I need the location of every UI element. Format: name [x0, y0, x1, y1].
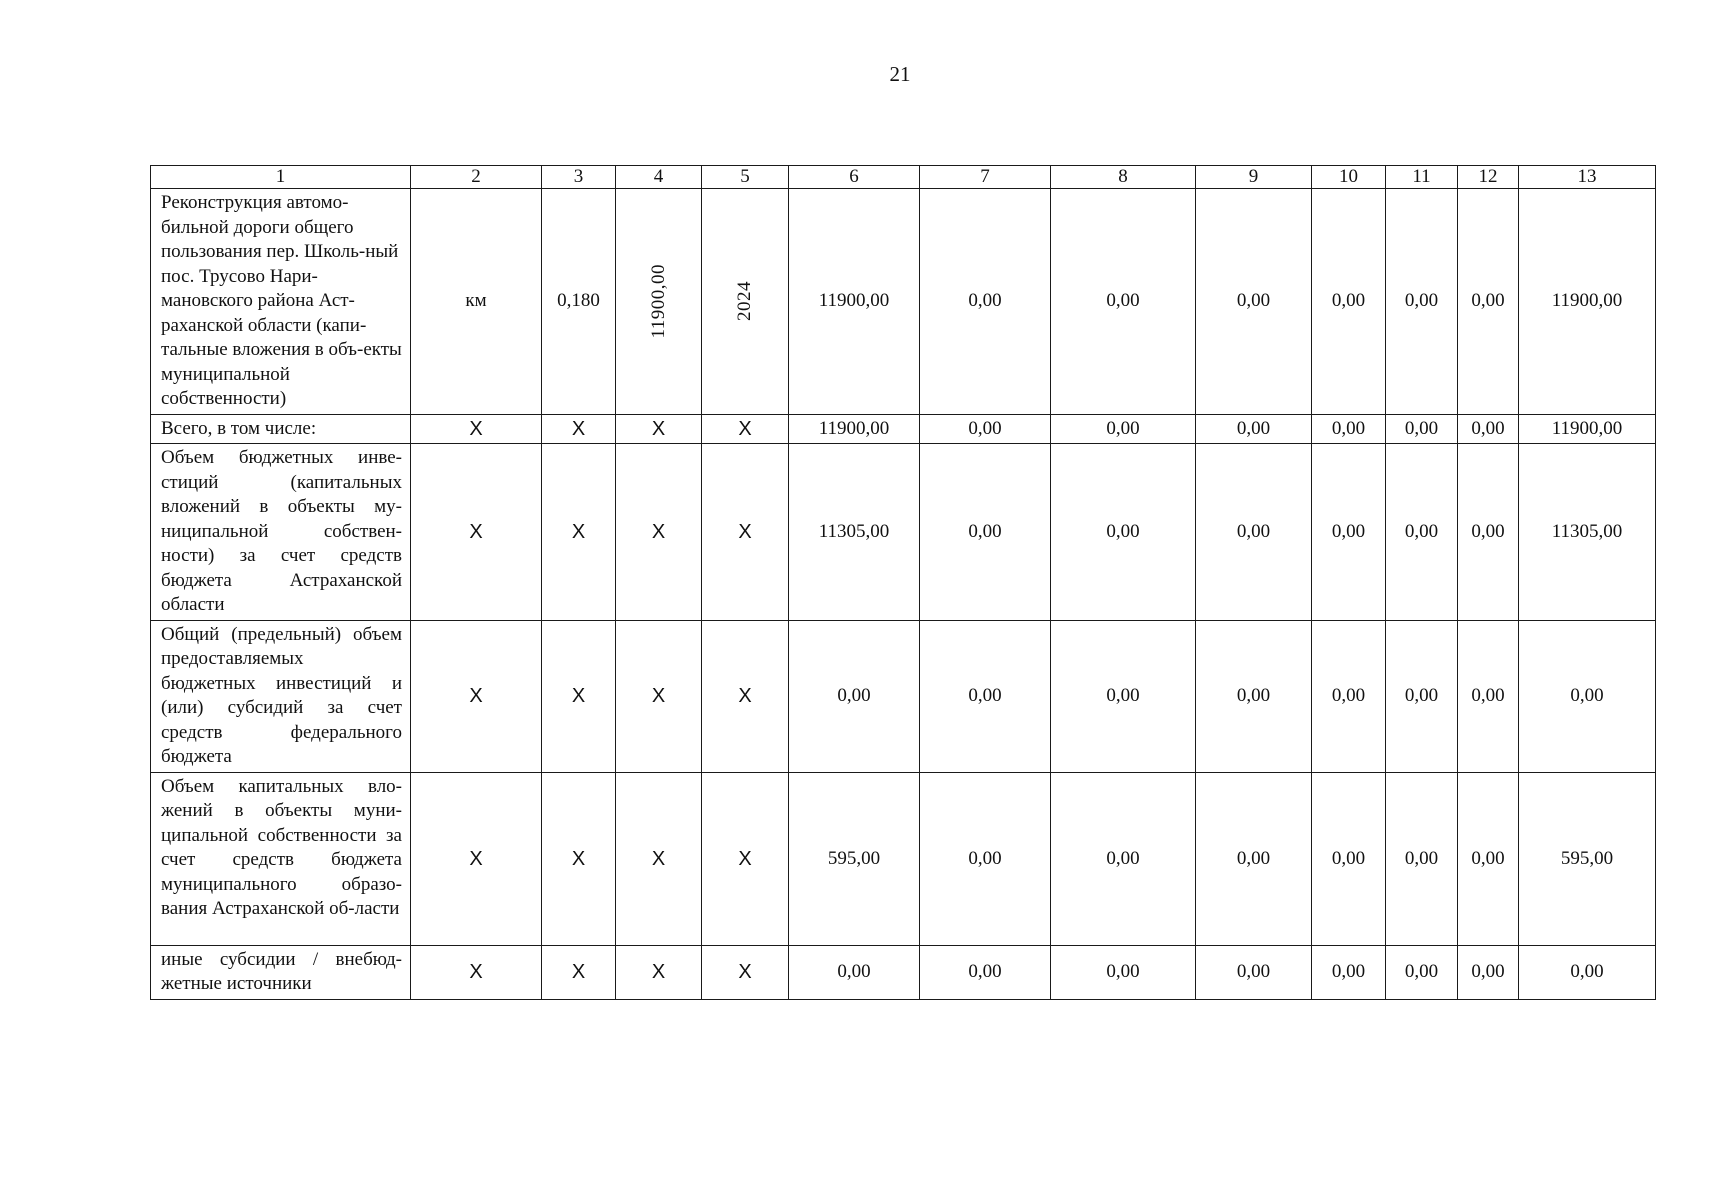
table-cell: X [411, 620, 542, 772]
column-number: 1 [151, 166, 411, 189]
table-cell: 0,00 [920, 189, 1051, 415]
rotated-value: 2024 [734, 281, 755, 322]
table-row-total [151, 414, 1656, 444]
table-cell: 0,00 [1312, 444, 1386, 621]
table-cell: 0,00 [920, 444, 1051, 621]
column-number: 10 [1312, 166, 1386, 189]
table-cell: X [702, 414, 789, 444]
table-cell: 595,00 [1519, 772, 1656, 945]
column-number: 11 [1386, 166, 1458, 189]
row-label: иные субсидии / внебюд-жетные источники [151, 945, 411, 999]
table-cell: X [616, 945, 702, 999]
table-cell: X [616, 414, 702, 444]
table-cell: 11900,00 [789, 414, 920, 444]
rotated-value: 11900,00 [647, 263, 669, 339]
table-cell: 11900,00 [1519, 414, 1656, 444]
table-cell: 0,00 [1386, 620, 1458, 772]
table-cell: 0,00 [1458, 945, 1519, 999]
table-cell: 0,00 [1196, 772, 1312, 945]
table-cell-year [702, 189, 789, 415]
table-cell: 0,00 [1196, 945, 1312, 999]
table-cell: 0,00 [1312, 414, 1386, 444]
table-cell-estimated-cost [616, 189, 702, 415]
table-cell: 0,00 [789, 945, 920, 999]
table-cell: X [542, 945, 616, 999]
table-cell: X [542, 414, 616, 444]
table-cell: 0,00 [1519, 945, 1656, 999]
table-cell: 0,00 [1196, 414, 1312, 444]
table-cell: 11900,00 [789, 189, 920, 415]
table-cell: 0,00 [1312, 772, 1386, 945]
table-cell: X [542, 620, 616, 772]
column-number: 12 [1458, 166, 1519, 189]
column-number: 3 [542, 166, 616, 189]
table-cell: X [542, 772, 616, 945]
table-cell: 0,00 [1051, 772, 1196, 945]
table-cell: 0,00 [920, 620, 1051, 772]
table-cell: 0,00 [1458, 620, 1519, 772]
table-row-other-sources [151, 945, 1656, 999]
table-cell: 0,00 [1458, 189, 1519, 415]
row-label: Объем капитальных вло-жений в объекты муни-ципальной собственности за счет средств бюджета муниципального образо-вания Астраханской об-ласти [151, 772, 411, 945]
table-row-federal-budget [151, 620, 1656, 772]
column-number: 6 [789, 166, 920, 189]
table-cell: 0,00 [920, 945, 1051, 999]
column-number: 4 [616, 166, 702, 189]
row-label: Общий (предельный) объем предоставляемых бюджетных инвестиций и (или) субсидий за счет средств федерального бюджета [151, 620, 411, 772]
column-number: 2 [411, 166, 542, 189]
table-cell-capacity: 0,180 [542, 189, 616, 415]
row-label: Объем бюджетных инве-стиций (капитальных вложений в объекты му-ниципальной собствен-ности) за счет средств бюджета Астраханской области [151, 444, 411, 621]
table-row-regional-budget [151, 444, 1656, 621]
table-cell: X [411, 414, 542, 444]
table-cell: X [702, 620, 789, 772]
table-cell: 0,00 [1051, 945, 1196, 999]
table-row-object [151, 189, 1656, 415]
table-cell: 0,00 [1458, 772, 1519, 945]
page-number: 21 [889, 62, 911, 86]
table-row-municipal-budget [151, 772, 1656, 945]
table-cell: 0,00 [1312, 620, 1386, 772]
column-number: 13 [1519, 166, 1656, 189]
table-cell: 0,00 [1386, 772, 1458, 945]
table-cell: 0,00 [1386, 414, 1458, 444]
table-cell: X [702, 772, 789, 945]
table-cell: 0,00 [1458, 414, 1519, 444]
table-cell: 0,00 [1458, 444, 1519, 621]
table-cell: 0,00 [1196, 620, 1312, 772]
table-cell-unit: км [411, 189, 542, 415]
table-cell: 0,00 [1386, 189, 1458, 415]
table-cell: 0,00 [789, 620, 920, 772]
table-cell: 11900,00 [1519, 189, 1656, 415]
budget-table [150, 165, 1656, 1000]
table-cell: 0,00 [1196, 444, 1312, 621]
table-cell: 595,00 [789, 772, 920, 945]
table-cell: 0,00 [1312, 189, 1386, 415]
table-cell: X [702, 444, 789, 621]
table-cell: 0,00 [920, 772, 1051, 945]
column-number: 7 [920, 166, 1051, 189]
table-cell: X [411, 444, 542, 621]
column-number-row [151, 166, 1656, 189]
row-label: Реконструкция автомо-бильной дороги общего пользования пер. Школь-ный пос. Трусово Нари-мановского района Аст-раханской области (капи-тальные вложения в объ-екты муниципальной собственности) [151, 189, 411, 415]
table-cell: X [411, 772, 542, 945]
table-cell: 0,00 [1196, 189, 1312, 415]
table-cell: 0,00 [1312, 945, 1386, 999]
table-cell: 11305,00 [1519, 444, 1656, 621]
table-cell: X [702, 945, 789, 999]
table-cell: 0,00 [1386, 444, 1458, 621]
table-cell: 0,00 [1051, 414, 1196, 444]
table-cell: 0,00 [1519, 620, 1656, 772]
table-cell: X [616, 772, 702, 945]
table-cell: X [542, 444, 616, 621]
table-cell: X [411, 945, 542, 999]
table-cell: X [616, 620, 702, 772]
column-number: 8 [1051, 166, 1196, 189]
table-cell: 11305,00 [789, 444, 920, 621]
table-cell: X [616, 444, 702, 621]
table-cell: 0,00 [1386, 945, 1458, 999]
row-label: Всего, в том числе: [151, 414, 411, 444]
table-cell: 0,00 [1051, 189, 1196, 415]
column-number: 5 [702, 166, 789, 189]
table-cell: 0,00 [1051, 620, 1196, 772]
table-cell: 0,00 [1051, 444, 1196, 621]
table-cell: 0,00 [920, 414, 1051, 444]
column-number: 9 [1196, 166, 1312, 189]
